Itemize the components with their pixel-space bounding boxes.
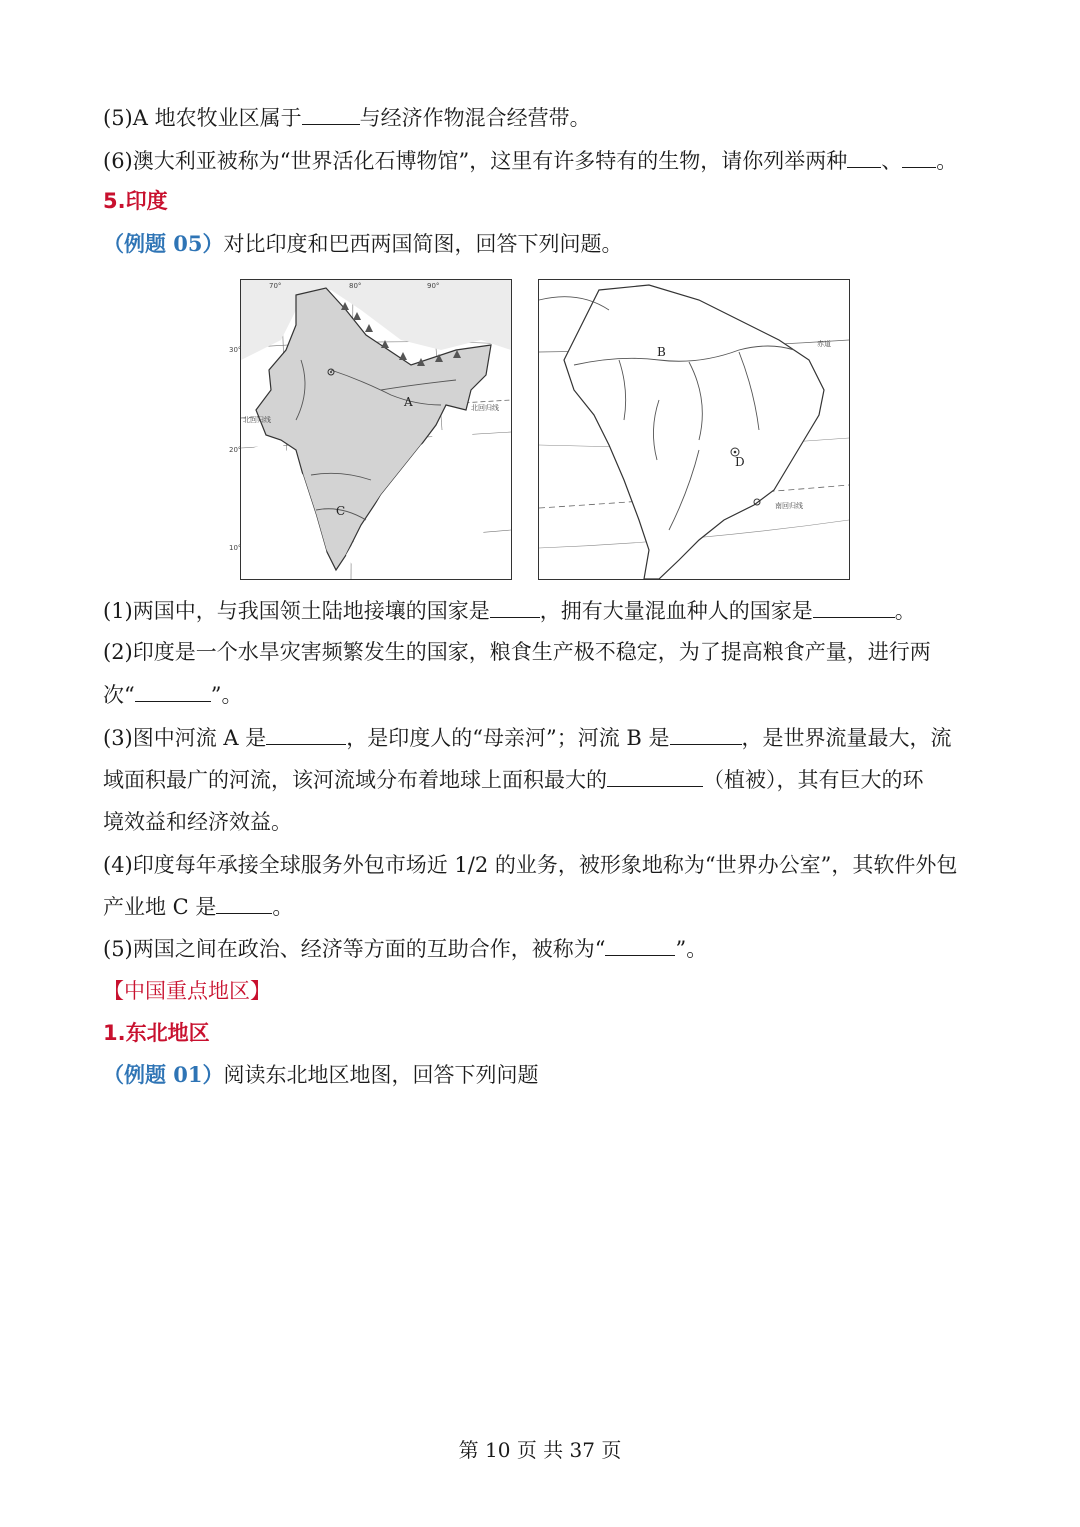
question-5-1: (1)两国中，与我国领土陆地接壤的国家是 ，拥有大量混血种人的国家是 。 <box>103 599 916 623</box>
brazil-label-b: B <box>657 345 666 359</box>
example-tag: （例题 05） <box>103 231 224 256</box>
example-tag: （例题 01） <box>103 1062 224 1087</box>
answer-blank[interactable] <box>607 766 703 787</box>
tropic-label-left: 北回归线 <box>243 416 271 424</box>
answer-blank[interactable] <box>902 147 936 168</box>
answer-blank[interactable] <box>490 597 540 618</box>
section-heading-northeast: 1.东北地区 <box>103 1021 210 1045</box>
question-5-5: (5)两国之间在政治、经济等方面的互助合作，被称为“ ”。 <box>103 937 708 961</box>
answer-blank[interactable] <box>847 147 881 168</box>
question-5-4: (4)印度每年承接全球服务外包市场近 1/2 的业务，被形象地称为“世界办公室”，其软件外包 <box>103 853 958 877</box>
question-4-6: (6)澳大利亚被称为“世界活化石博物馆”，这里有许多特有的生物，请你列举两种 、 。 <box>103 149 958 173</box>
india-label-a: A <box>404 395 413 409</box>
question-5-2-cont: 次“ ”。 <box>103 683 243 707</box>
section-heading-india: 5.印度 <box>103 189 168 213</box>
answer-blank[interactable] <box>135 681 211 702</box>
answer-blank[interactable] <box>670 724 742 745</box>
example-01: （例题 01）阅读东北地区地图，回答下列问题 <box>103 1062 539 1087</box>
example-05: （例题 05）对比印度和巴西两国简图，回答下列问题。 <box>103 231 623 256</box>
question-5-3-end: 境效益和经济效益。 <box>103 810 292 834</box>
lat-tick-20: 20° <box>229 446 242 454</box>
equator-label: 赤道 <box>817 340 831 348</box>
answer-blank[interactable] <box>266 724 346 745</box>
question-5-2: (2)印度是一个水旱灾害频繁发生的国家，粮食生产极不稳定，为了提高粮食产量，进行两 <box>103 640 931 664</box>
india-label-c: C <box>336 504 346 518</box>
brazil-label-d: D <box>735 455 745 469</box>
lon-tick-70: 70° <box>269 282 282 290</box>
brazil-map <box>538 279 850 580</box>
answer-blank[interactable] <box>813 597 895 618</box>
india-map <box>229 279 512 580</box>
answer-blank[interactable] <box>605 935 675 956</box>
answer-blank[interactable] <box>216 893 272 914</box>
maps-figure <box>229 279 850 580</box>
tropic-label: 南回归线 <box>775 502 803 510</box>
lat-tick-30: 30° <box>229 346 242 354</box>
china-section-title: 【中国重点地区】 <box>103 979 271 1003</box>
question-5-3-cont: 域面积最广的河流，该河流域分布着地球上面积最大的 （植被），其有巨大的环 <box>103 768 924 792</box>
question-5-4-cont: 产业地 C 是 。 <box>103 895 294 919</box>
lon-tick-80: 80° <box>349 282 362 290</box>
question-4-5: (5)A 地农牧业区属于 与经济作物混合经营带。 <box>103 106 591 130</box>
lon-tick-90: 90° <box>427 282 440 290</box>
answer-blank[interactable] <box>302 104 360 125</box>
tropic-label-right: 北回归线 <box>471 404 499 412</box>
page-footer: 第 10 页 共 37 页 <box>458 1438 622 1462</box>
lat-tick-10: 10° <box>229 544 242 552</box>
question-5-3: (3)图中河流 A 是 ，是印度人的“母亲河”；河流 B 是 ，是世界流量最大，流 <box>103 726 952 750</box>
